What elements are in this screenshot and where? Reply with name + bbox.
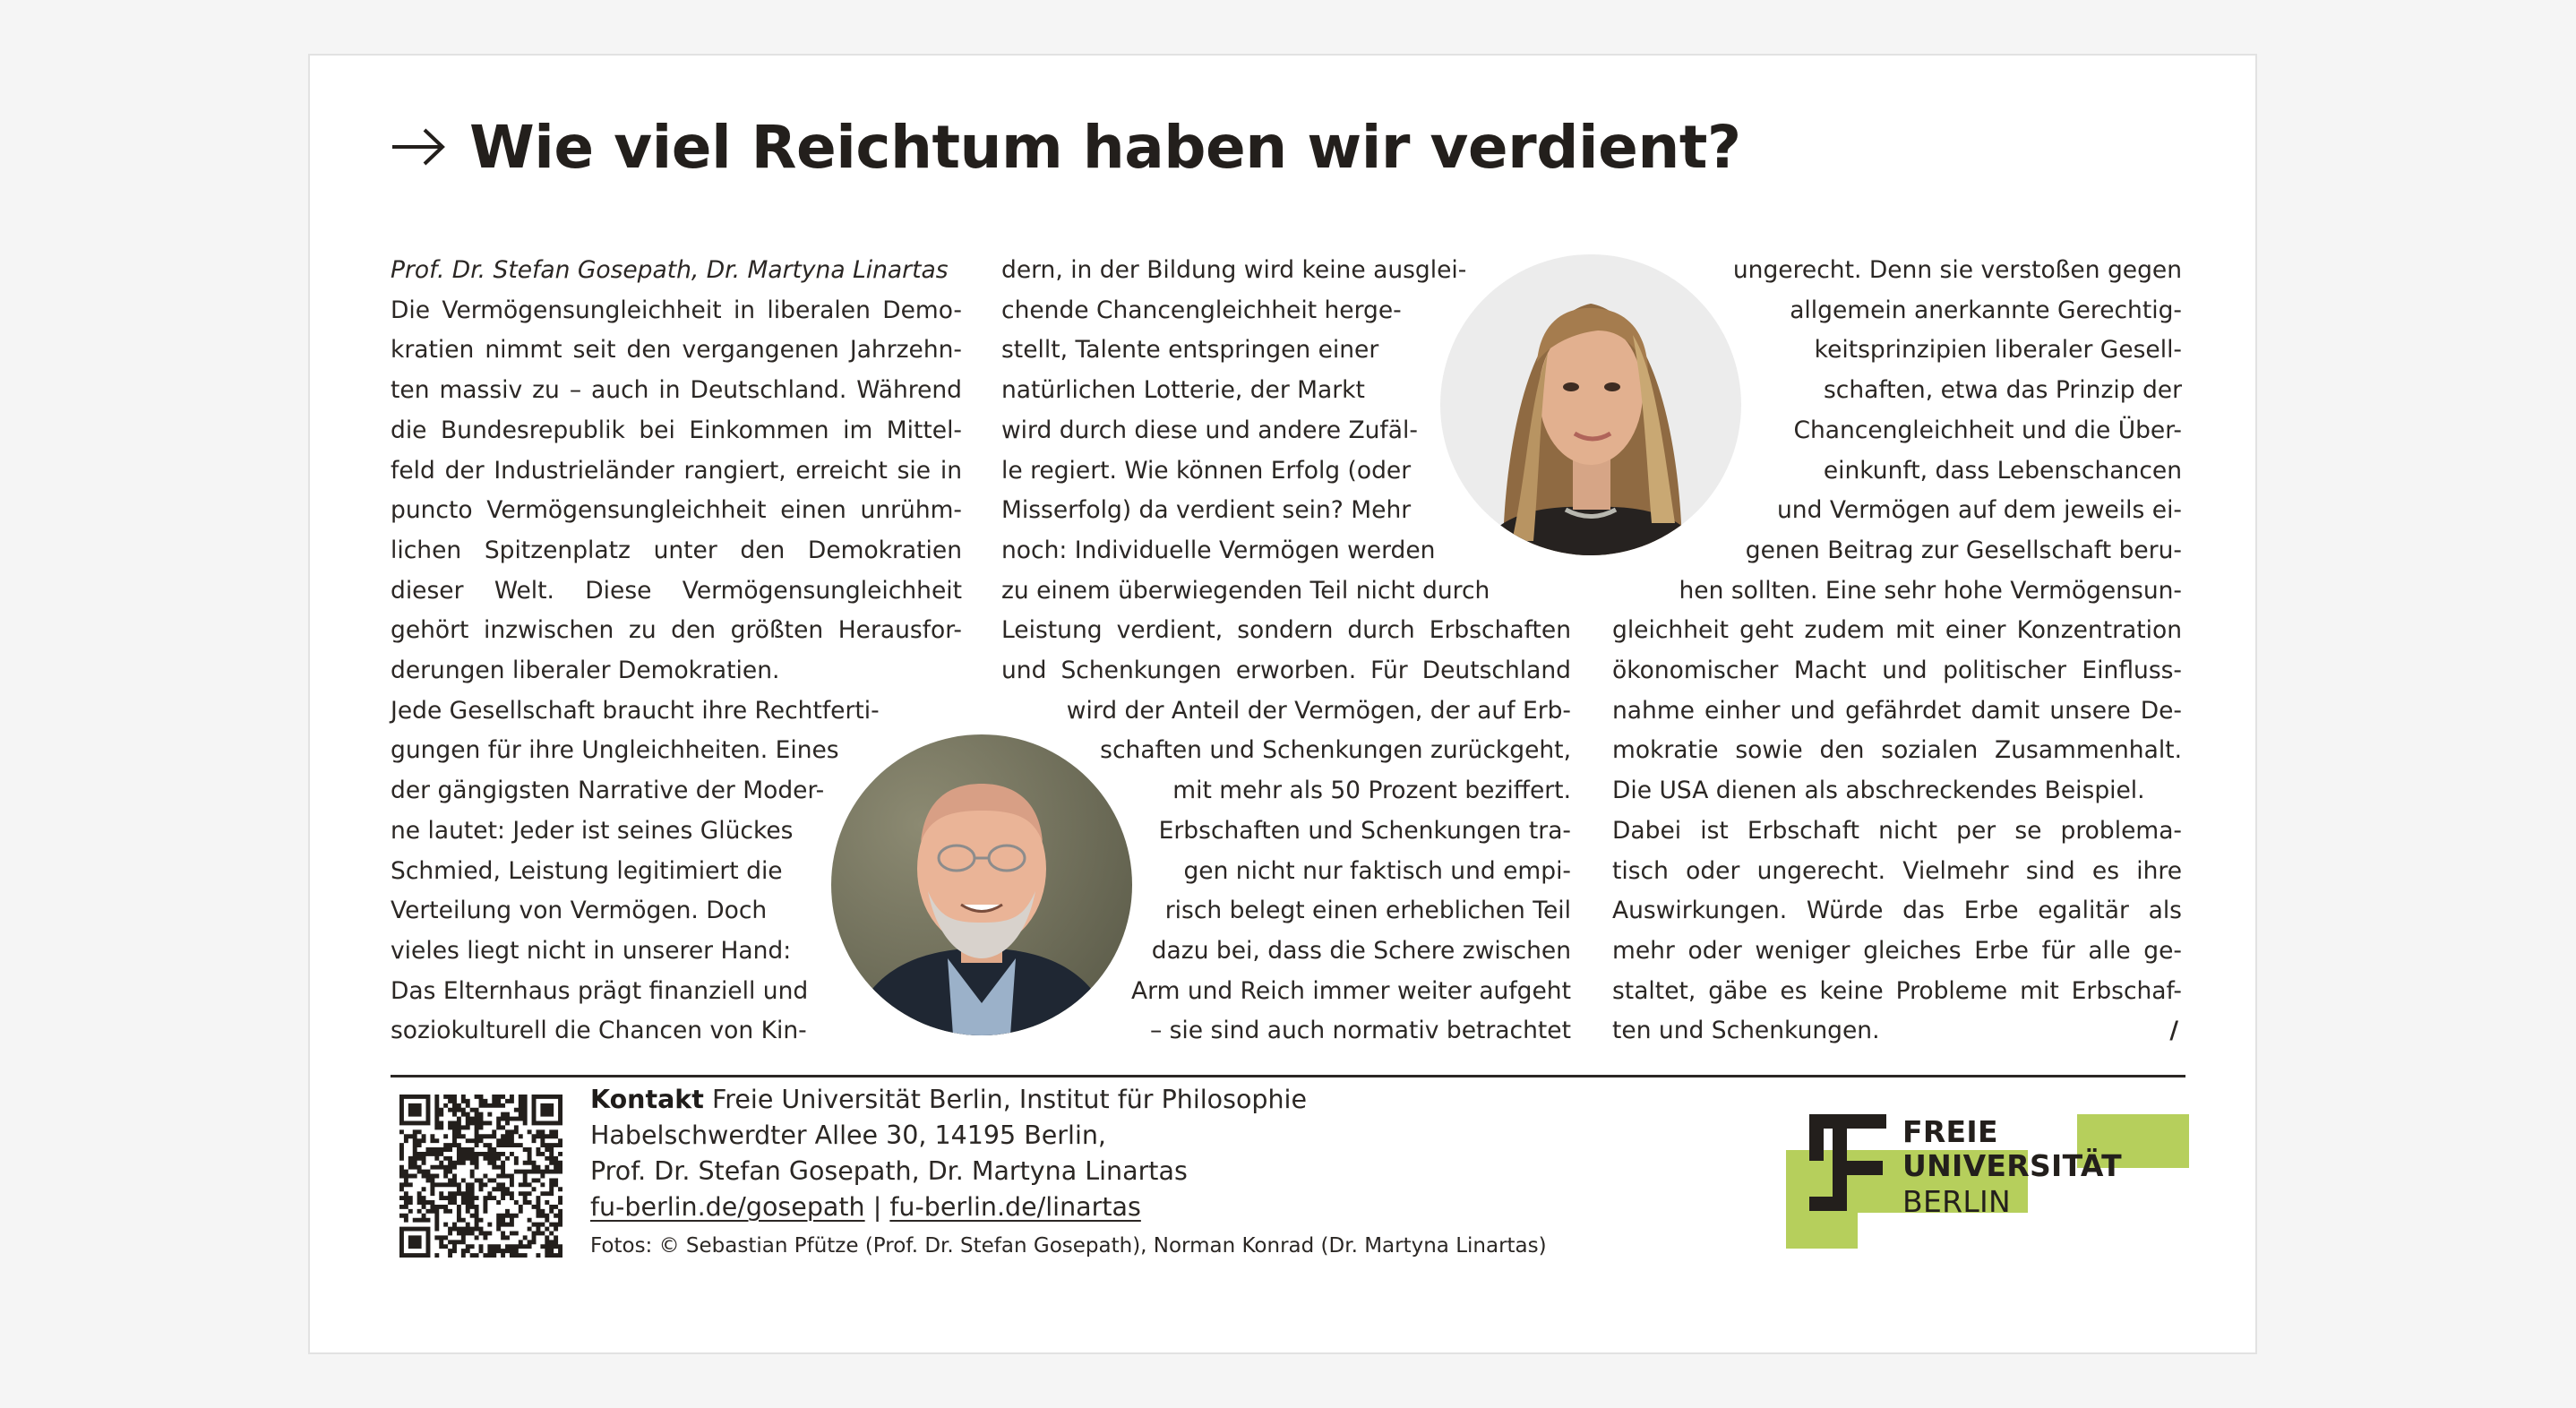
text-line: tisch oder ungerecht. Vielmehr sind es ihre (1612, 856, 2182, 885)
authors: Prof. Dr. Stefan Gosepath, Dr. Martyna Linartas (391, 256, 949, 284)
text-line: Jede Gesellschaft braucht ihre Rechtferti- (391, 696, 880, 725)
link-gosepath[interactable]: fu-berlin.de/gosepath (590, 1192, 865, 1222)
text-line: le regiert. Wie können Erfolg (oder (1001, 456, 1412, 485)
text-line: der gängigsten Narrative der Moder- (391, 777, 825, 805)
text-line: gungen für ihre Ungleichheiten. Eines (391, 736, 839, 765)
text-line: staltet, gäbe es keine Probleme mit Erbschaf- (1612, 976, 2182, 1005)
text-line: chende Chancengleichheit herge- (1001, 296, 1402, 324)
divider (391, 1075, 2185, 1077)
text-line: mit mehr als 50 Prozent beziffert. (1172, 777, 1571, 805)
end-mark: / (2169, 1017, 2178, 1045)
text-line: wird der Anteil der Vermögen, der auf Erb- (1066, 696, 1571, 725)
text-line: hen sollten. Eine sehr hohe Vermögensun- (1679, 576, 2182, 605)
text-line: Arm und Reich immer weiter aufgeht (1131, 976, 1571, 1005)
text-line: soziokulturell die Chancen von Kin- (391, 1017, 807, 1045)
text-line: mokratie sowie den sozialen Zusammenhalt. (1612, 736, 2182, 765)
text-line: ökonomischer Macht und politischer Einfluss- (1612, 657, 2182, 685)
arrow-right-icon (391, 127, 446, 167)
portrait-gosepath (831, 734, 1132, 1035)
text-line: gehört inzwischen zu den größten Herausfor- (391, 616, 962, 645)
text-line: und Schenkungen erworben. Für Deutschland (1001, 657, 1571, 685)
text-line: natürlichen Lotterie, der Markt (1001, 376, 1365, 405)
logo-f-mark (1809, 1114, 1899, 1231)
text-line: ne lautet: Jeder ist seines Glückes (391, 816, 794, 845)
text-line: gleichheit geht zudem mit einer Konzentration (1612, 616, 2182, 645)
text-line: Misserfolg) da verdient sein? Mehr (1001, 496, 1412, 525)
text-line: nahme einher und gefährdet damit unsere De- (1612, 696, 2182, 725)
text-line: allgemein anerkannte Gerechtig- (1790, 296, 2182, 324)
contact-address: Habelschwerdter Allee 30, 14195 Berlin, (590, 1120, 1106, 1150)
qr-code[interactable] (399, 1095, 562, 1258)
text-line: Leistung verdient, sondern durch Erbschaften (1001, 616, 1571, 645)
contact-persons: Prof. Dr. Stefan Gosepath, Dr. Martyna Linartas (590, 1156, 1188, 1186)
contact-institution: Freie Universität Berlin, Institut für Philosophie (711, 1085, 1307, 1114)
headline (391, 102, 1741, 192)
text-line: wird durch diese und andere Zufäl- (1001, 416, 1418, 444)
text-line: Schmied, Leistung legitimiert die (391, 856, 783, 885)
text-line: und Vermögen auf dem jeweils ei- (1777, 496, 2182, 525)
text-line-last (1612, 1011, 2182, 1052)
text-line: dieser Welt. Diese Vermögensungleichheit (391, 576, 962, 605)
logo-line-3: BERLIN (1902, 1184, 2012, 1219)
text-line: Die Vermögensungleichheit in liberalen Demo- (391, 296, 962, 324)
text-line: ten massiv zu – auch in Deutschland. Während (391, 376, 962, 405)
contact-block (590, 1082, 1547, 1261)
text-line: ungerecht. Denn sie verstoßen gegen (1732, 256, 2182, 284)
contact-label: Kontakt (590, 1085, 704, 1114)
text-line: Dabei ist Erbschaft nicht per se problema- (1612, 816, 2182, 845)
text-line: noch: Individuelle Vermögen werden (1001, 536, 1436, 564)
text-line: schaften, etwa das Prinzip der (1823, 376, 2182, 405)
text-line: schaften und Schenkungen zurückgeht, (1100, 736, 1571, 765)
text-line: ten und Schenkungen. (1612, 1017, 1880, 1045)
text-line: genen Beitrag zur Gesellschaft beru- (1745, 536, 2182, 564)
text-line: zu einem überwiegenden Teil nicht durch (1001, 576, 1490, 605)
text-line: keitsprinzipien liberaler Gesell- (1814, 336, 2182, 365)
link-separator: | (872, 1192, 882, 1222)
text-line: dern, in der Bildung wird keine ausglei- (1001, 256, 1467, 284)
text-line: risch belegt einen erheblichen Teil (1164, 897, 1571, 925)
text-line: puncto Vermögensungleichheit einen unrühm- (391, 496, 962, 525)
text-line: gen nicht nur faktisch und empi- (1183, 856, 1571, 885)
text-line: – sie sind auch normativ betrachtet (1149, 1017, 1571, 1045)
logo-line-2: UNIVERSITÄT (1902, 1148, 2122, 1183)
text-line: einkunft, dass Lebenschancen (1823, 456, 2182, 485)
headline-text: Wie viel Reichtum haben wir verdient? (469, 112, 1741, 182)
text-line: dazu bei, dass die Schere zwischen (1151, 936, 1571, 965)
text-line: stellt, Talente entspringen einer (1001, 336, 1379, 365)
link-linartas[interactable]: fu-berlin.de/linartas (889, 1192, 1141, 1222)
text-line: Auswirkungen. Würde das Erbe egalitär als (1612, 897, 2182, 925)
portrait-linartas (1440, 254, 1741, 555)
text-line: feld der Industrieländer rangiert, erreicht sie in (391, 456, 962, 485)
text-line: Die USA dienen als abschreckendes Beispiel. (1612, 777, 2145, 805)
text-line: mehr oder weniger gleiches Erbe für alle ge- (1612, 936, 2182, 965)
photo-credits: Fotos: © Sebastian Pfütze (Prof. Dr. Stefan Gosepath), Norman Konrad (Dr. Martyna Linartas) (590, 1234, 1547, 1258)
text-line: Chancengleichheit und die Über- (1793, 416, 2182, 444)
text-line: lichen Spitzenplatz unter den Demokratien (391, 536, 962, 564)
fu-berlin-logo[interactable] (1786, 1114, 2189, 1249)
text-line: Verteilung von Vermögen. Doch (391, 897, 768, 925)
contact-line-1 (590, 1082, 1547, 1118)
text-line: kratien nimmt seit den vergangenen Jahrzehn- (391, 336, 962, 365)
text-line: vieles liegt nicht in unserer Hand: (391, 936, 792, 965)
logo-line-1: FREIE (1902, 1114, 1998, 1149)
article-card (308, 54, 2257, 1354)
text-line: Erbschaften und Schenkungen tra- (1158, 816, 1571, 845)
text-line: derungen liberaler Demokratien. (391, 657, 780, 685)
text-line: Das Elternhaus prägt finanziell und (391, 976, 809, 1005)
text-line: die Bundesrepublik bei Einkommen im Mittel- (391, 416, 962, 444)
contact-links (590, 1189, 1547, 1225)
